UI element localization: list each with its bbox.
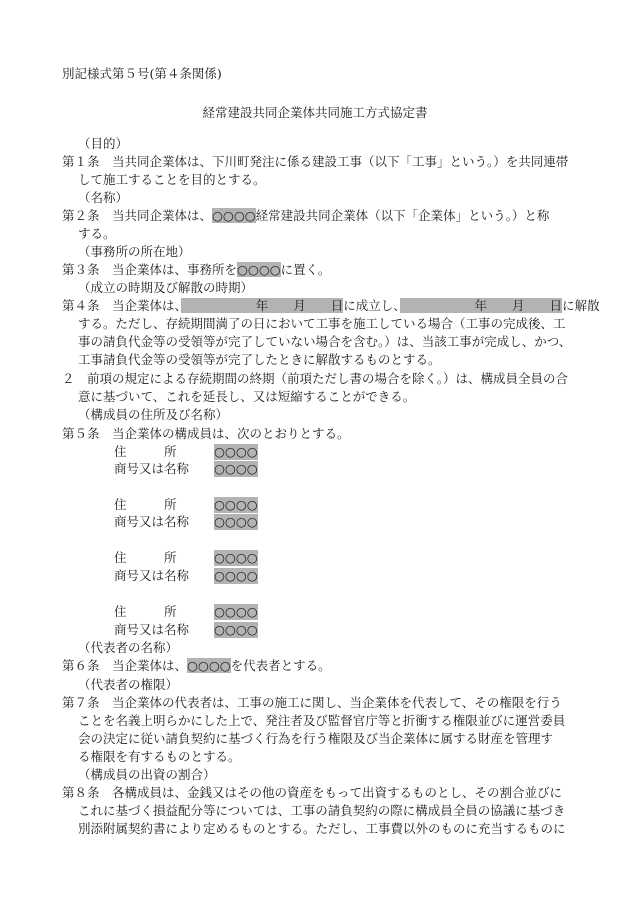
- member-2-name-label: 商号又は名称: [114, 514, 190, 529]
- article-7-line-1: 第７条 当企業体の代表者は、工事の施工に関し、当企業体を代表して、その権限を行う: [62, 695, 562, 710]
- article-2-text-a: 第２条 当共同企業体は、: [62, 208, 213, 223]
- article-4-line-4: 工事請負代金等の受領等が完了したときに解散するものとする。: [78, 352, 441, 367]
- member-2-address-label: 住 所: [114, 497, 177, 512]
- formation-date-field: 年 月 日: [180, 298, 344, 313]
- article-5-heading: （構成員の住所及び名称）: [78, 407, 229, 422]
- article-4-line-1: [62, 298, 600, 314]
- article-3-text-a: 第３条 当企業体は、事務所を: [62, 262, 238, 277]
- member-3-address-label: 住 所: [114, 550, 177, 565]
- article-8-line-3: 別添附属契約書により定めるものとする。ただし、工事費以外のものに充当するものに: [78, 821, 566, 836]
- article-2-text-c: 経常建設共同企業体（以下「企業体」という。）と称: [255, 208, 550, 223]
- dissolution-date-field: 年 月 日: [399, 298, 563, 313]
- article-4-line-2: する。ただし、存続期間満了の日において工事を施工している場合（工事の完成後、工: [78, 316, 566, 331]
- representative-placeholder: ○○○○: [187, 658, 231, 673]
- name-placeholder: ○○○○: [212, 208, 256, 223]
- member-4-name: ○○○○: [214, 622, 258, 637]
- article-4-line-3: 事の請負代金等の受領等が完了していない場合を含む。）は、当該工事が完成し、かつ、: [78, 334, 572, 349]
- office-placeholder: ○○○○: [237, 262, 281, 277]
- article-7-line-4: る権限を有するものとする。: [78, 749, 241, 764]
- article-8-heading: （構成員の出資の割合）: [78, 767, 216, 782]
- article-6-line-1: [62, 658, 331, 674]
- member-1-name-label: 商号又は名称: [114, 461, 190, 476]
- article-1-line-2: して施工することを目的とする。: [78, 172, 266, 187]
- member-1-address-label: 住 所: [114, 444, 177, 459]
- article-6-text-c: を代表者とする。: [230, 658, 331, 673]
- article-6-heading: （代表者の名称）: [78, 640, 179, 655]
- article-5-line-1: 第５条 当企業体の構成員は、次のとおりとする。: [62, 426, 350, 441]
- article-4-text-c: に成立し、: [343, 298, 400, 313]
- article-3-line-1: [62, 262, 330, 278]
- article-1-line-1: 第１条 当共同企業体は、下川町発注に係る建設工事（以下「工事」という。）を共同連帯: [62, 154, 569, 169]
- article-1-heading: （目的）: [78, 136, 129, 151]
- member-3-address: ○○○○: [214, 550, 258, 565]
- form-header: 別記様式第５号(第４条関係): [62, 66, 222, 81]
- article-6-text-a: 第６条 当企業体は、: [62, 658, 188, 673]
- article-3-text-c: に置く。: [280, 262, 331, 277]
- article-4-text-a: 第４条 当企業体は、: [62, 298, 181, 313]
- article-4-para-2-line-1: ２ 前項の規定による存続期間の終期（前項ただし書の場合を除く。）は、構成員全員の合: [62, 371, 569, 386]
- article-7-line-2: ことを名義上明らかにした上で、発注者及び監督官庁等と折衝する権限並びに運営委員: [78, 713, 566, 728]
- member-1-name: ○○○○: [214, 461, 258, 476]
- article-4-heading: （成立の時期及び解散の時期）: [78, 280, 254, 295]
- article-7-heading: （代表者の権限）: [78, 677, 179, 692]
- member-3-name: ○○○○: [214, 568, 258, 583]
- member-1-address: ○○○○: [214, 444, 258, 459]
- member-4-address: ○○○○: [214, 604, 258, 619]
- member-4-address-label: 住 所: [114, 604, 177, 619]
- article-8-line-2: これに基づく損益配分等については、工事の請負契約の際に構成員全員の協議に基づき: [78, 803, 566, 818]
- member-4-name-label: 商号又は名称: [114, 622, 190, 637]
- member-2-name: ○○○○: [214, 514, 258, 529]
- article-4-para-2-line-2: 意に基づいて、これを延長し、又は短縮することができる。: [78, 389, 416, 404]
- article-2-line-1: [62, 208, 549, 224]
- member-3-name-label: 商号又は名称: [114, 568, 190, 583]
- article-8-line-1: 第８条 各構成員は、金銭又はその他の資産をもって出資するものとし、その割合並びに: [62, 785, 563, 800]
- member-2-address: ○○○○: [214, 497, 258, 512]
- article-7-line-3: 会の決定に従い請負契約に基づく行為を行う権限及び当企業体に属する財産を管理す: [78, 731, 554, 746]
- article-4-text-e: に解散: [562, 298, 600, 313]
- article-2-heading: （名称）: [78, 190, 129, 205]
- document-title: 経常建設共同企業体共同施工方式協定書: [202, 105, 428, 120]
- article-3-heading: （事務所の所在地）: [78, 244, 191, 259]
- article-2-line-2: する。: [78, 226, 116, 241]
